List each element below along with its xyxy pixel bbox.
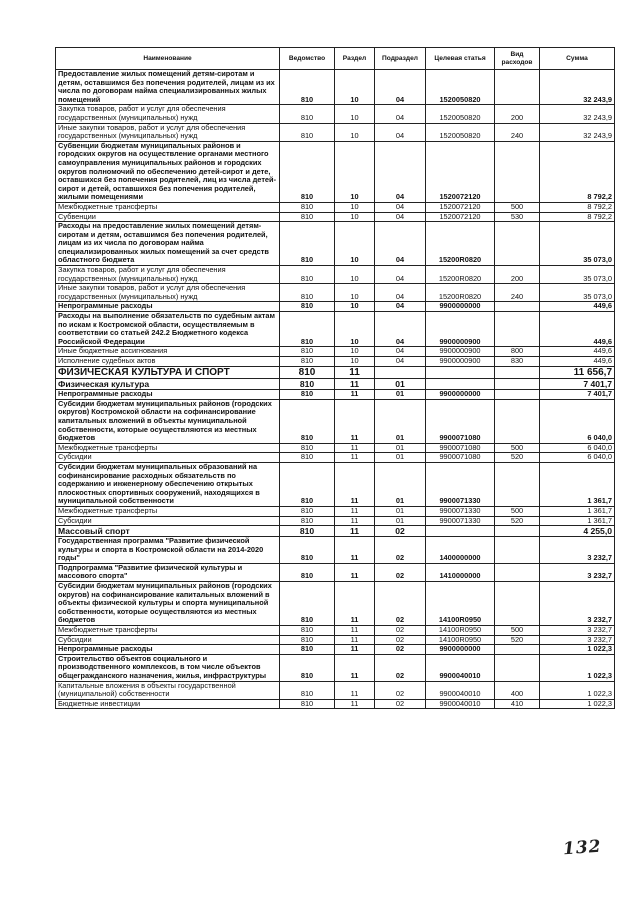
cell-sum: 8 792,2 — [540, 202, 615, 212]
cell-sum: 1 361,7 — [540, 506, 615, 516]
header-section: Раздел — [335, 48, 375, 70]
cell-name: Государственная программа "Развитие физической культуры и спорта в Костромской области на 2014-2020 годы" — [56, 537, 280, 564]
cell-subsection: 04 — [375, 141, 426, 202]
cell-subsection: 02 — [375, 582, 426, 626]
cell-exptype: 500 — [495, 443, 540, 453]
header-exptype: Вид расходов — [495, 48, 540, 70]
cell-exptype — [495, 462, 540, 506]
table-row — [56, 582, 615, 626]
cell-sum: 6 040,0 — [540, 443, 615, 453]
cell-name: Расходы на выполнение обязательств по судебным актам по искам к Костромской области, осуществляемым в соответствии со статьей 242.2 Бюджетного кодекса Российской Федерации — [56, 312, 280, 347]
cell-dept: 810 — [280, 635, 335, 645]
cell-subsection: 04 — [375, 105, 426, 123]
cell-target: 15200R0820 — [426, 222, 495, 266]
page-number: 132 — [562, 836, 603, 860]
cell-exptype — [495, 537, 540, 564]
cell-sum: 1 361,7 — [540, 462, 615, 506]
table-row — [56, 506, 615, 516]
cell-subsection: 01 — [375, 462, 426, 506]
cell-subsection: 02 — [375, 699, 426, 709]
cell-section: 10 — [335, 222, 375, 266]
cell-name: Межбюджетные трансферты — [56, 506, 280, 516]
cell-subsection: 01 — [375, 443, 426, 453]
cell-section: 11 — [335, 626, 375, 636]
cell-target: 9900071330 — [426, 462, 495, 506]
cell-dept: 810 — [280, 105, 335, 123]
cell-subsection: 04 — [375, 347, 426, 357]
cell-target: 9900000000 — [426, 390, 495, 400]
cell-target: 14100R0950 — [426, 582, 495, 626]
cell-exptype: 200 — [495, 266, 540, 284]
cell-target: 1520072120 — [426, 212, 495, 222]
cell-sum: 32 243,9 — [540, 70, 615, 105]
cell-target: 1520072120 — [426, 141, 495, 202]
cell-exptype: 800 — [495, 347, 540, 357]
table-row — [56, 379, 615, 390]
cell-target: 9900071080 — [426, 443, 495, 453]
cell-name: Непрограммные расходы — [56, 645, 280, 655]
cell-section: 11 — [335, 681, 375, 699]
cell-dept: 810 — [280, 399, 335, 443]
cell-section: 11 — [335, 582, 375, 626]
cell-target: 1520072120 — [426, 202, 495, 212]
cell-section: 10 — [335, 105, 375, 123]
header-dept: Ведомство — [280, 48, 335, 70]
cell-sum: 32 243,9 — [540, 123, 615, 141]
cell-exptype: 530 — [495, 212, 540, 222]
cell-subsection: 01 — [375, 399, 426, 443]
cell-subsection: 02 — [375, 645, 426, 655]
cell-sum: 11 656,7 — [540, 366, 615, 379]
cell-subsection: 02 — [375, 681, 426, 699]
cell-exptype: 400 — [495, 681, 540, 699]
cell-name: Иные закупки товаров, работ и услуг для обеспечения государственных (муниципальных) нужд — [56, 284, 280, 302]
cell-subsection: 04 — [375, 312, 426, 347]
cell-name: Межбюджетные трансферты — [56, 202, 280, 212]
cell-target: 9900000000 — [426, 645, 495, 655]
cell-section: 11 — [335, 645, 375, 655]
cell-dept: 810 — [280, 582, 335, 626]
cell-dept: 810 — [280, 141, 335, 202]
cell-dept: 810 — [280, 284, 335, 302]
cell-section: 11 — [335, 366, 375, 379]
cell-target: 9900071080 — [426, 453, 495, 463]
cell-sum: 3 232,7 — [540, 537, 615, 564]
cell-target: 9900000000 — [426, 302, 495, 312]
table-row — [56, 123, 615, 141]
cell-exptype — [495, 654, 540, 681]
cell-section: 11 — [335, 699, 375, 709]
cell-target: 9900071330 — [426, 516, 495, 526]
table-row — [56, 537, 615, 564]
table-row — [56, 645, 615, 655]
cell-exptype: 240 — [495, 284, 540, 302]
table-row — [56, 70, 615, 105]
cell-target: 1520050820 — [426, 105, 495, 123]
cell-exptype: 830 — [495, 357, 540, 367]
cell-dept: 810 — [280, 357, 335, 367]
cell-sum: 6 040,0 — [540, 453, 615, 463]
cell-name: Субсидии — [56, 635, 280, 645]
cell-section: 11 — [335, 537, 375, 564]
cell-dept: 810 — [280, 516, 335, 526]
table-row — [56, 516, 615, 526]
cell-subsection: 01 — [375, 506, 426, 516]
cell-sum: 3 232,7 — [540, 635, 615, 645]
table-row — [56, 626, 615, 636]
cell-sum: 1 022,3 — [540, 699, 615, 709]
cell-target: 15200R0820 — [426, 266, 495, 284]
cell-section: 10 — [335, 284, 375, 302]
cell-exptype — [495, 399, 540, 443]
cell-subsection: 04 — [375, 123, 426, 141]
cell-target: 9900040010 — [426, 699, 495, 709]
table-body — [56, 70, 615, 709]
cell-subsection: 01 — [375, 453, 426, 463]
cell-name: Субвенции бюджетам муниципальных районов и городских округов на осуществление органами местного самоуправления муниципальных районов и городских округов полномочий по обеспечению детей-сирот и дете, оставшихся без попечения родителей, лиц из числа детей-сирот и детей, оставшихся без попечения родителей, жилыми помещениями — [56, 141, 280, 202]
cell-name: Расходы на предоставление жилых помещений детям-сиротам и детям, оставшимся без попечения родителей, лицам из их числа по договорам найма специализированных жилых помещений за счет средств областного бюджета — [56, 222, 280, 266]
cell-target: 9900000900 — [426, 357, 495, 367]
cell-target — [426, 366, 495, 379]
cell-section: 10 — [335, 141, 375, 202]
cell-dept: 810 — [280, 70, 335, 105]
cell-dept: 810 — [280, 453, 335, 463]
cell-dept: 810 — [280, 379, 335, 390]
cell-name: Межбюджетные трансферты — [56, 443, 280, 453]
cell-subsection: 02 — [375, 626, 426, 636]
cell-sum: 35 073,0 — [540, 284, 615, 302]
cell-sum: 1 022,3 — [540, 645, 615, 655]
table-row — [56, 105, 615, 123]
cell-sum: 35 073,0 — [540, 266, 615, 284]
cell-sum: 1 022,3 — [540, 681, 615, 699]
cell-exptype — [495, 645, 540, 655]
cell-section: 11 — [335, 379, 375, 390]
cell-subsection: 04 — [375, 284, 426, 302]
cell-subsection: 04 — [375, 70, 426, 105]
cell-section: 11 — [335, 563, 375, 581]
cell-dept: 810 — [280, 699, 335, 709]
cell-name: Непрограммные расходы — [56, 302, 280, 312]
table-row — [56, 266, 615, 284]
cell-dept: 810 — [280, 506, 335, 516]
cell-subsection: 01 — [375, 516, 426, 526]
table-row — [56, 284, 615, 302]
cell-name: Капитальные вложения в объекты государственной (муниципальной) собственности — [56, 681, 280, 699]
cell-section: 11 — [335, 390, 375, 400]
cell-dept: 810 — [280, 312, 335, 347]
cell-exptype — [495, 222, 540, 266]
cell-subsection: 01 — [375, 390, 426, 400]
cell-target: 1400000000 — [426, 537, 495, 564]
cell-name: Субсидии бюджетам муниципальных районов (городских округов) Костромской области на софинансирование капитальных вложений в объекты муниципальной собственности, которые осуществляются из местных бюджетов — [56, 399, 280, 443]
cell-exptype — [495, 312, 540, 347]
cell-sum: 1 022,3 — [540, 654, 615, 681]
table-row — [56, 462, 615, 506]
cell-name: Закупка товаров, работ и услуг для обеспечения государственных (муниципальных) нужд — [56, 266, 280, 284]
table-row — [56, 390, 615, 400]
cell-subsection: 04 — [375, 202, 426, 212]
cell-target: 14100R0950 — [426, 626, 495, 636]
cell-sum: 6 040,0 — [540, 399, 615, 443]
cell-subsection: 04 — [375, 212, 426, 222]
cell-target — [426, 526, 495, 537]
cell-exptype — [495, 70, 540, 105]
cell-name: Строительство объектов социального и производственного комплексов, в том числе объектов общегражданского назначения, жилья, инфраструктуры — [56, 654, 280, 681]
cell-sum: 3 232,7 — [540, 626, 615, 636]
cell-target: 9900000900 — [426, 347, 495, 357]
cell-sum: 4 255,0 — [540, 526, 615, 537]
cell-subsection: 04 — [375, 357, 426, 367]
cell-target: 1520050820 — [426, 70, 495, 105]
table-row — [56, 141, 615, 202]
cell-section: 10 — [335, 357, 375, 367]
header-subsection: Подраздел — [375, 48, 426, 70]
cell-section: 10 — [335, 266, 375, 284]
cell-name: Подпрограмма "Развитие физической культуры и массового спорта" — [56, 563, 280, 581]
cell-name: Субсидии бюджетам муниципальных районов (городских округов) на софинансирование капитальных вложений в объекты физической культуры и спорта муниципальной собственности, которые осуществляются из местных бюджетов — [56, 582, 280, 626]
table-row — [56, 699, 615, 709]
cell-name: Непрограммные расходы — [56, 390, 280, 400]
cell-name: Субвенции — [56, 212, 280, 222]
cell-sum: 35 073,0 — [540, 222, 615, 266]
cell-name: Бюджетные инвестиции — [56, 699, 280, 709]
cell-name: Иные закупки товаров, работ и услуг для обеспечения государственных (муниципальных) нужд — [56, 123, 280, 141]
cell-dept: 810 — [280, 645, 335, 655]
cell-sum: 8 792,2 — [540, 141, 615, 202]
cell-subsection: 04 — [375, 222, 426, 266]
cell-name: Иные бюджетные ассигнования — [56, 347, 280, 357]
cell-exptype — [495, 390, 540, 400]
cell-target: 1520050820 — [426, 123, 495, 141]
cell-exptype: 500 — [495, 202, 540, 212]
cell-section: 10 — [335, 347, 375, 357]
cell-exptype: 520 — [495, 635, 540, 645]
table-row — [56, 563, 615, 581]
cell-exptype — [495, 302, 540, 312]
cell-dept: 810 — [280, 212, 335, 222]
cell-sum: 3 232,7 — [540, 582, 615, 626]
cell-target: 9900040010 — [426, 681, 495, 699]
cell-name: Межбюджетные трансферты — [56, 626, 280, 636]
cell-dept: 810 — [280, 302, 335, 312]
cell-dept: 810 — [280, 222, 335, 266]
table-row — [56, 453, 615, 463]
cell-dept: 810 — [280, 654, 335, 681]
cell-exptype — [495, 563, 540, 581]
table-row — [56, 366, 615, 379]
cell-name: ФИЗИЧЕСКАЯ КУЛЬТУРА И СПОРТ — [56, 366, 280, 379]
cell-subsection: 02 — [375, 563, 426, 581]
cell-dept: 810 — [280, 526, 335, 537]
cell-subsection: 02 — [375, 654, 426, 681]
cell-target: 14100R0950 — [426, 635, 495, 645]
cell-dept: 810 — [280, 563, 335, 581]
cell-exptype — [495, 366, 540, 379]
cell-exptype: 500 — [495, 506, 540, 516]
cell-sum: 449,6 — [540, 347, 615, 357]
cell-section: 10 — [335, 202, 375, 212]
cell-subsection: 02 — [375, 537, 426, 564]
table-row — [56, 654, 615, 681]
cell-exptype — [495, 526, 540, 537]
cell-exptype — [495, 141, 540, 202]
cell-sum: 449,6 — [540, 312, 615, 347]
cell-subsection: 02 — [375, 526, 426, 537]
cell-exptype: 500 — [495, 626, 540, 636]
cell-sum: 1 361,7 — [540, 516, 615, 526]
cell-dept: 810 — [280, 537, 335, 564]
cell-subsection — [375, 366, 426, 379]
cell-exptype: 200 — [495, 105, 540, 123]
cell-name: Субсидии — [56, 516, 280, 526]
cell-exptype: 240 — [495, 123, 540, 141]
cell-subsection: 04 — [375, 266, 426, 284]
cell-target: 15200R0820 — [426, 284, 495, 302]
table-row — [56, 202, 615, 212]
cell-section: 10 — [335, 312, 375, 347]
cell-section: 11 — [335, 462, 375, 506]
cell-sum: 449,6 — [540, 357, 615, 367]
table-row — [56, 357, 615, 367]
budget-table — [55, 47, 615, 709]
table-row — [56, 222, 615, 266]
cell-name: Физическая культура — [56, 379, 280, 390]
table-row — [56, 399, 615, 443]
cell-target — [426, 379, 495, 390]
cell-dept: 810 — [280, 202, 335, 212]
cell-sum: 7 401,7 — [540, 390, 615, 400]
cell-section: 10 — [335, 70, 375, 105]
cell-section: 10 — [335, 302, 375, 312]
cell-name: Закупка товаров, работ и услуг для обеспечения государственных (муниципальных) нужд — [56, 105, 280, 123]
cell-section: 11 — [335, 506, 375, 516]
cell-dept: 810 — [280, 626, 335, 636]
cell-name: Массовый спорт — [56, 526, 280, 537]
header-name: Наименование — [56, 48, 280, 70]
cell-section: 10 — [335, 123, 375, 141]
cell-section: 11 — [335, 399, 375, 443]
cell-sum: 449,6 — [540, 302, 615, 312]
cell-name: Субсидии бюджетам муниципальных образований на софинансирование расходных обязательств по содержанию и инженерному обеспечению открытых плоскостных спортивных сооружений, находящихся в муниципальной собственности — [56, 462, 280, 506]
cell-sum: 32 243,9 — [540, 105, 615, 123]
cell-target: 9900000900 — [426, 312, 495, 347]
cell-section: 11 — [335, 526, 375, 537]
cell-target: 9900040010 — [426, 654, 495, 681]
table-header-row — [56, 48, 615, 70]
cell-section: 11 — [335, 453, 375, 463]
cell-dept: 810 — [280, 366, 335, 379]
cell-section: 11 — [335, 443, 375, 453]
cell-dept: 810 — [280, 266, 335, 284]
table-row — [56, 443, 615, 453]
cell-section: 11 — [335, 654, 375, 681]
cell-exptype: 520 — [495, 453, 540, 463]
cell-dept: 810 — [280, 347, 335, 357]
cell-target: 1410000000 — [426, 563, 495, 581]
table-row — [56, 681, 615, 699]
header-target: Целевая статья — [426, 48, 495, 70]
cell-section: 11 — [335, 516, 375, 526]
cell-section: 11 — [335, 635, 375, 645]
cell-exptype — [495, 379, 540, 390]
cell-dept: 810 — [280, 462, 335, 506]
table-row — [56, 312, 615, 347]
cell-dept: 810 — [280, 123, 335, 141]
table-row — [56, 526, 615, 537]
cell-exptype: 520 — [495, 516, 540, 526]
cell-subsection: 02 — [375, 635, 426, 645]
cell-sum: 3 232,7 — [540, 563, 615, 581]
cell-dept: 810 — [280, 390, 335, 400]
cell-target: 9900071330 — [426, 506, 495, 516]
cell-sum: 8 792,2 — [540, 212, 615, 222]
cell-name: Исполнение судебных актов — [56, 357, 280, 367]
cell-subsection: 01 — [375, 379, 426, 390]
cell-section: 10 — [335, 212, 375, 222]
cell-dept: 810 — [280, 681, 335, 699]
cell-sum: 7 401,7 — [540, 379, 615, 390]
cell-target: 9900071080 — [426, 399, 495, 443]
header-sum: Сумма — [540, 48, 615, 70]
cell-name: Субсидии — [56, 453, 280, 463]
cell-name: Предоставление жилых помещений детям-сиротам и детям, оставшимся без попечения родителей, лицам из их числа по договорам найма специализированных жилых помещений — [56, 70, 280, 105]
cell-exptype: 410 — [495, 699, 540, 709]
cell-subsection: 04 — [375, 302, 426, 312]
cell-dept: 810 — [280, 443, 335, 453]
cell-exptype — [495, 582, 540, 626]
